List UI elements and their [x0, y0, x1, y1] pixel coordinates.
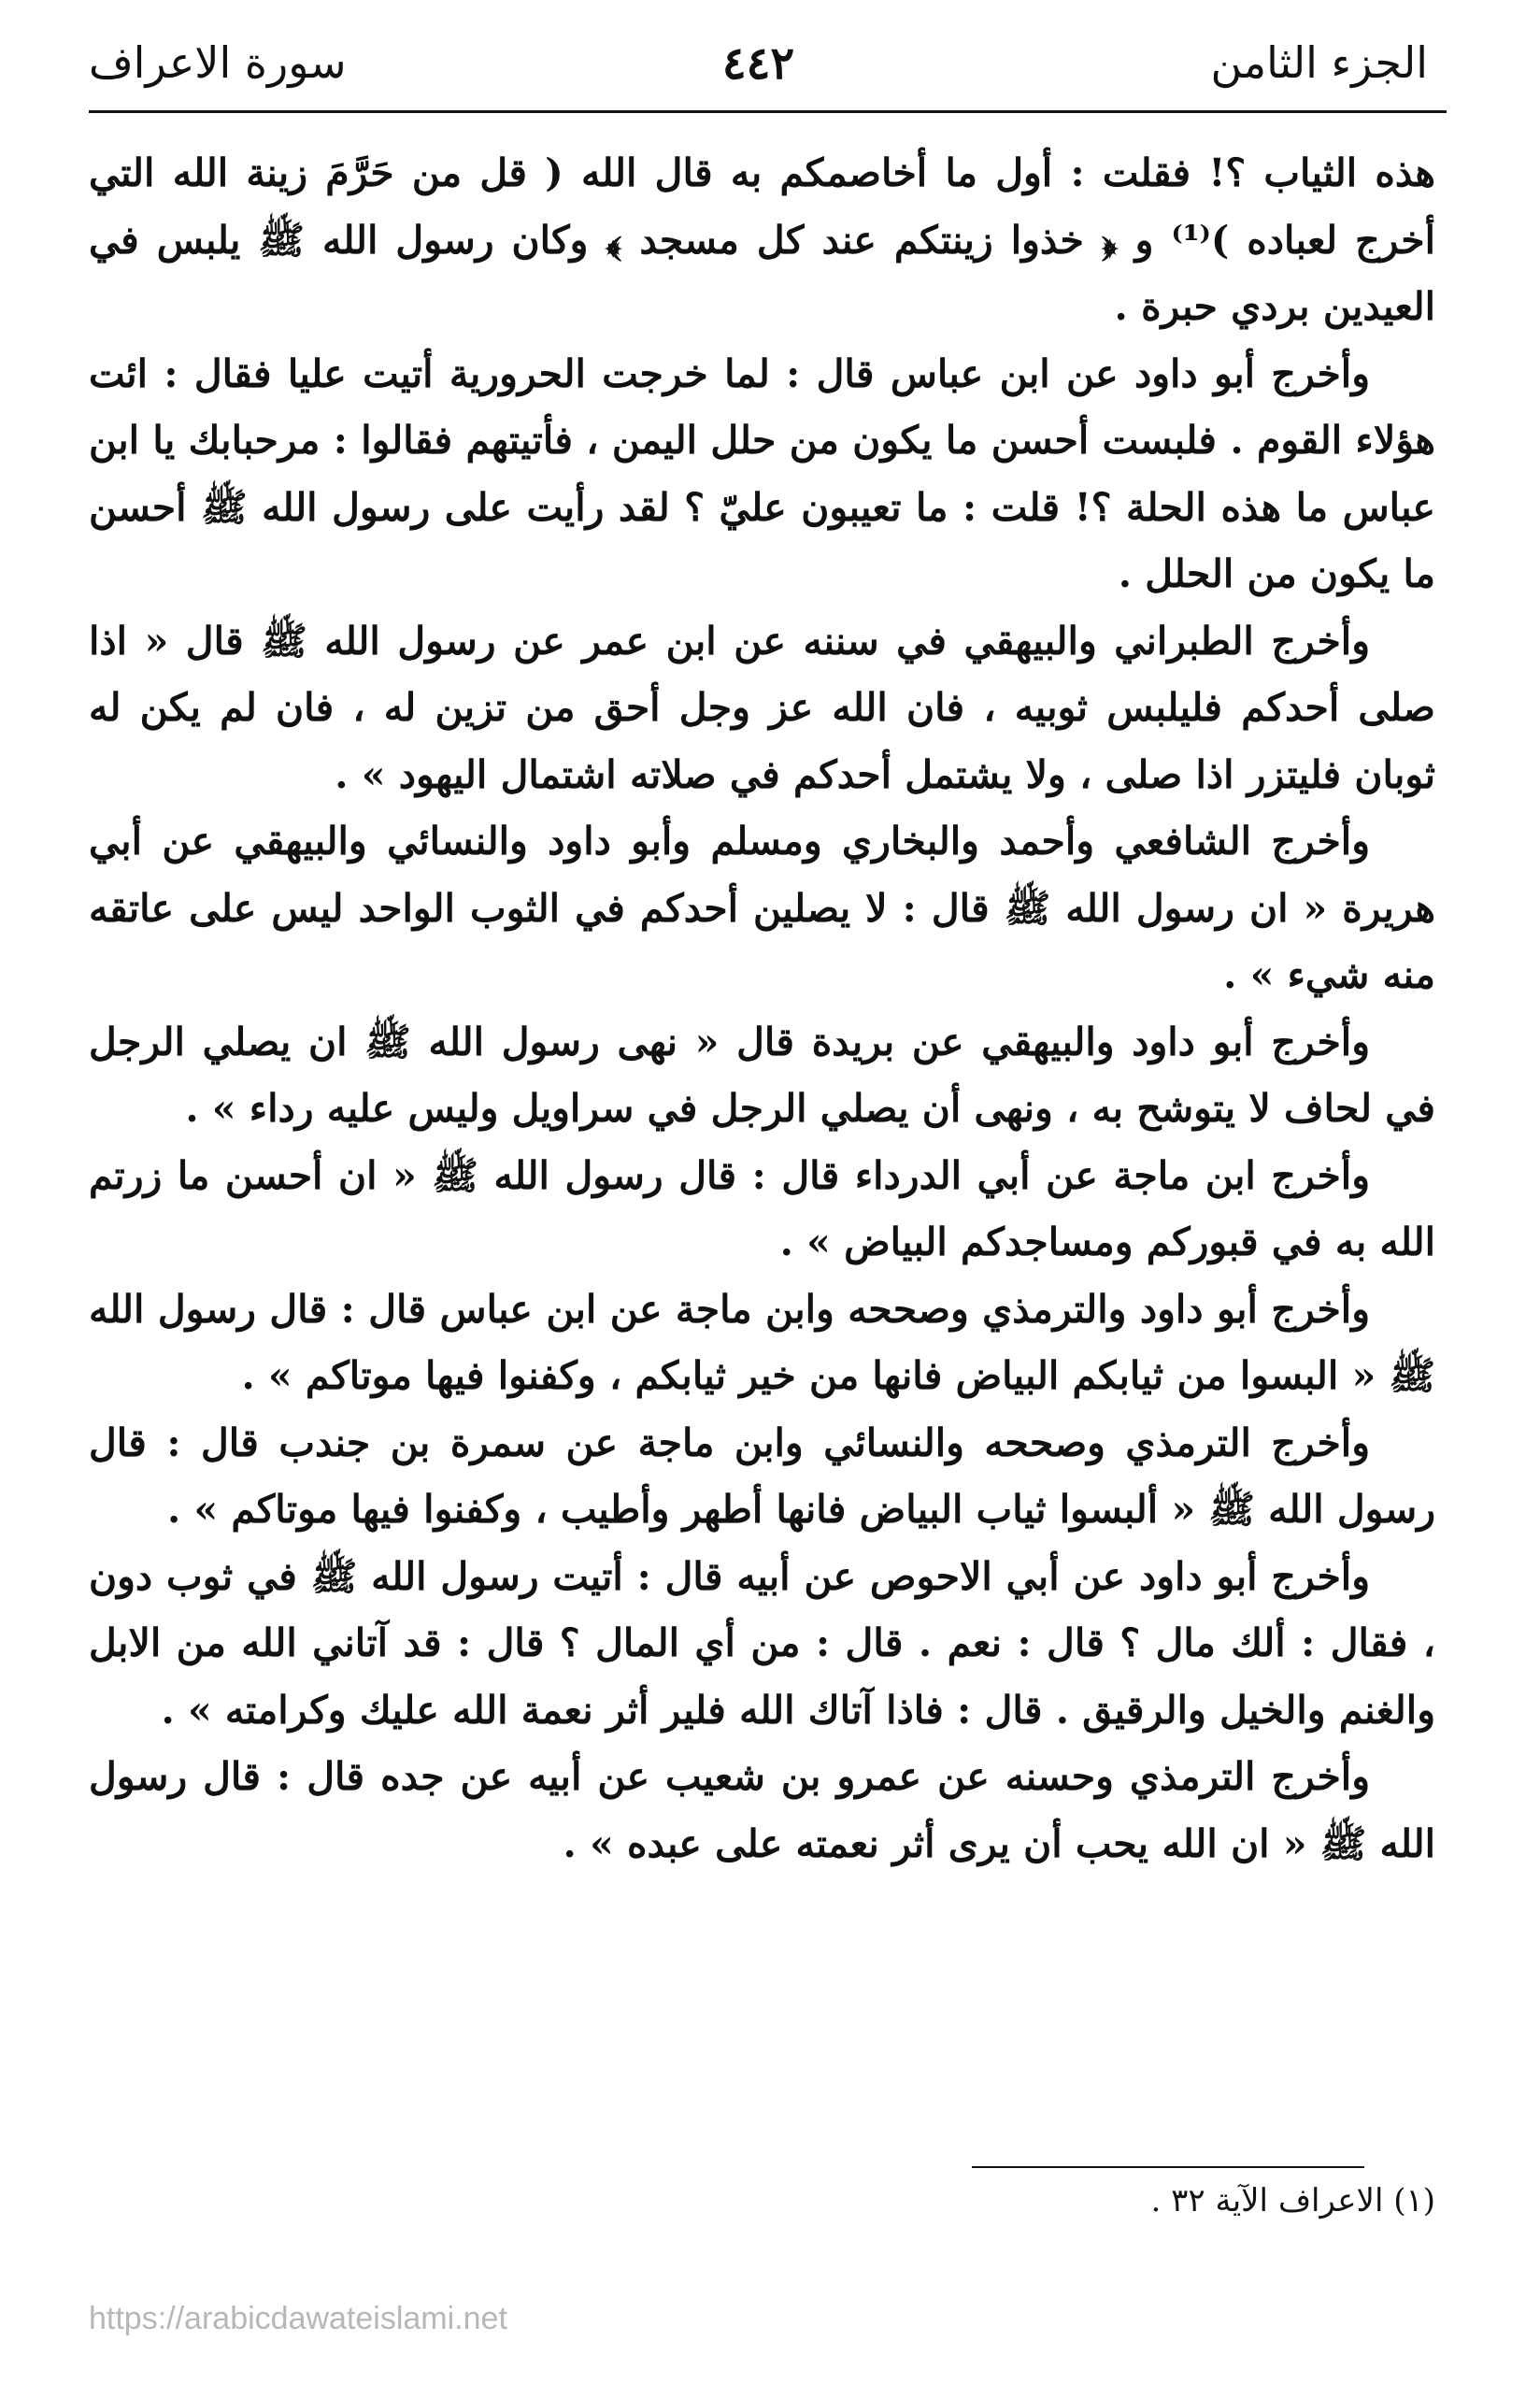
footnote: (١) الاعراف الآية ٣٢ . — [1150, 2182, 1435, 2219]
page-header — [89, 37, 1428, 103]
watermark-url: https://arabicdawateislami.net — [89, 2301, 507, 2336]
paragraph: وأخرج الترمذي وحسنه عن عمرو بن شعيب عن أبيه عن جده قال : قال رسول الله ﷺ « ان الله يحب أن يرى أثر نعمته على عبده » . — [89, 1754, 1435, 1866]
paragraph: وأخرج أبو داود عن ابن عباس قال : لما خرجت الحرورية أتيت عليا فقال : ائت هؤلاء القوم . فلبست أحسن ما يكون من حلل اليمن ، فأتيتهم فقالوا : مرحبابك يا ابن عباس ما هذه الحلة ؟! قلت : ما تعيبون عليّ ؟ لقد رأيت على رسول الله ﷺ أحسن ما يكون من الحلل . — [89, 350, 1435, 596]
paragraph: وأخرج أبو داود والبيهقي عن بريدة قال « نهى رسول الله ﷺ ان يصلي الرجل في لحاف لا يتوشح به ، ونهى أن يصلي الرجل في سراويل وليس عليه رداء » . — [89, 1019, 1435, 1131]
paragraph: وأخرج أبو داود والترمذي وصححه وابن ماجة عن ابن عباس قال : قال رسول الله ﷺ « البسوا من ثيابكم البياض فانها من خير ثيابكم ، وكفنوا فيها موتاكم » . — [89, 1286, 1435, 1398]
paragraph: وأخرج الطبراني والبيهقي في سننه عن ابن عمر عن رسول الله ﷺ قال « اذا صلى أحدكم فليلبس ثوبيه ، فان الله عز وجل أحق من تزين له ، فان لم يكن له ثوبان فليتزر اذا صلى ، ولا يشتمل أحدكم في صلاته اشتمال اليهود » . — [89, 618, 1435, 797]
paragraph: وأخرج الشافعي وأحمد والبخاري ومسلم وأبو داود والنسائي والبيهقي عن أبي هريرة « ان رسول الله ﷺ قال : لا يصلين أحدكم في الثوب الواحد ليس على عاتقه منه شيء » . — [89, 819, 1435, 997]
surah-title: سورة الاعراف — [89, 37, 347, 88]
footnote-divider — [972, 2166, 1364, 2168]
paragraph: وأخرج ابن ماجة عن أبي الدرداء قال : قال رسول الله ﷺ « ان أحسن ما زرتم الله به في قبوركم ومساجدكم البياض » . — [89, 1152, 1435, 1264]
page-number: ٤٤٢ — [721, 37, 795, 90]
header-divider — [89, 110, 1447, 113]
paragraph: وأخرج أبو داود عن أبي الاحوص عن أبيه قال : أتيت رسول الله ﷺ في ثوب دون ، فقال : ألك مال ؟ قال : نعم . قال : من أي المال ؟ قال : قد آتاني الله من الابل والغنم والخيل والرقيق . قال : فاذا آتاك الله فلير أثر نعمة الله عليك وكرامته » . — [89, 1553, 1435, 1733]
paragraph: وأخرج الترمذي وصححه والنسائي وابن ماجة عن سمرة بن جندب قال : قال رسول الله ﷺ « ألبسوا ثياب البياض فانها أطهر وأطيب ، وكفنوا فيها موتاكم » . — [89, 1420, 1435, 1532]
page-body — [89, 140, 1435, 1877]
part-title: الجزء الثامن — [1210, 37, 1428, 88]
paragraph: هذه الثياب ؟! فقلت : أول ما أخاصمكم به قال الله ( قل من حَرَّمَ زينة الله التي أخرج لعباده )⁽¹⁾ و ﴿ خذوا زينتكم عند كل مسجد ﴾ وكان رسول الله ﷺ يلبس في العيدين بردي حبرة . — [89, 150, 1436, 329]
